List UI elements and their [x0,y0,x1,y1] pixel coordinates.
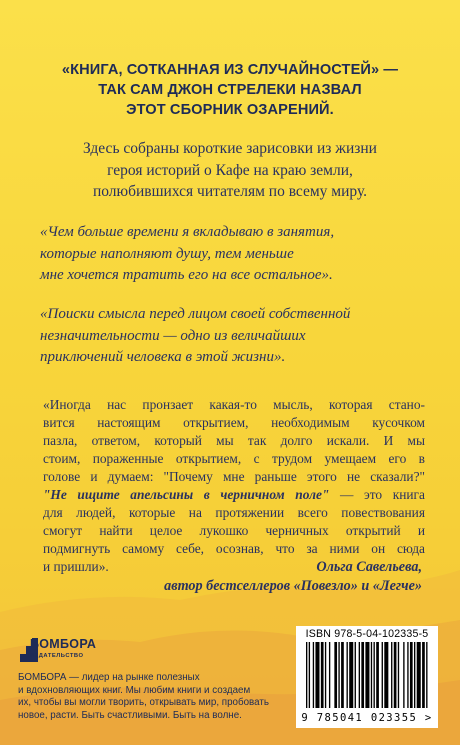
review-signature [102,558,422,596]
review-line: «Иногда нас пронзает какая-то мысль, которая стано- [43,397,425,412]
headline-line: ТАК САМ ДЖОН СТРЕЛЕКИ НАЗВАЛ [98,82,362,98]
isbn-barcode [296,626,438,728]
reviewer-role: автор бестселлеров «Повезло» и «Легче» [164,578,422,594]
quote-1 [40,222,430,287]
review-line: стоим, пораженные открытием, с трудом умещаем его в [43,451,425,466]
quote-line: «Чем больше времени я вкладываю в занятия, [40,224,335,240]
intro-line: Здесь собраны короткие зарисовки из жизни [83,140,377,157]
publisher-about-line: их, чтобы вы могли творить, открывать мир, пробовать [18,697,269,709]
headline-line: ЭТОТ СБОРНИК ОЗАРЕНИЙ. [126,102,334,118]
publisher-about-line: и вдохновляющих книг. Мы любим книги и создаем [18,684,251,696]
quote-line: которые наполняют душу, тем меньше [40,245,294,262]
intro-text [20,138,440,203]
intro-line: героя историй о Кафе на краю земли, [107,161,353,179]
quote-2 [40,304,430,369]
quote-line: мне хочется тратить его на все остальное». [40,267,333,283]
headline [20,60,440,120]
publisher-about-line: новое, расти. Быть счастливыми. Быть на волне. [18,709,242,721]
book-title: "Не ищите апельсины в черничном поле" [43,487,330,502]
headline-line: «КНИГА, СОТКАННАЯ ИЗ СЛУЧАЙНОСТЕЙ» — [61,62,399,78]
quote-line: «Поиски смысла перед лицом своей собственной [40,306,351,322]
reviewer-name: Ольга Савельева, [316,559,422,575]
publisher-logo-wordmark: БОМБОРА [30,637,97,651]
review-line: голове и думаем: "Почему мне раньше этого не сказали?" [43,469,425,484]
ean-digits: 9 785041 023355 > [301,712,433,724]
publisher-about-line: БОМБОРА — лидер на рынке полезных [18,672,200,683]
barcode-bars [304,642,430,712]
review-quote [43,396,425,576]
publisher-about [18,672,280,722]
quote-line: незначительности — одно из величайших [40,327,306,344]
isbn-text: ISBN 978-5-04-102335-5 [305,628,429,640]
review-line: пазла, ответом, который мы так долго искали. И мы [43,433,425,448]
review-line: для людей, которые на протяжении всего повествования [43,505,425,520]
review-line: смогут найти целое лукошко черничных открытий и [43,523,425,538]
review-fragment: — это книга [329,487,425,502]
review-line: вится настоящим открытием, необходимым кусочком [43,415,425,430]
review-line [43,486,425,504]
quote-line: приключений человека в этой жизни». [40,349,286,365]
review-line: и пришли». [43,559,109,574]
intro-line: полюбившихся читателям по всему миру. [92,183,368,200]
review-line: подмигнуть самому себе, осознав, что за ними он сюда [43,541,425,556]
publisher-logo-subtitle: ИЗДАТЕЛЬСТВО [30,653,84,659]
